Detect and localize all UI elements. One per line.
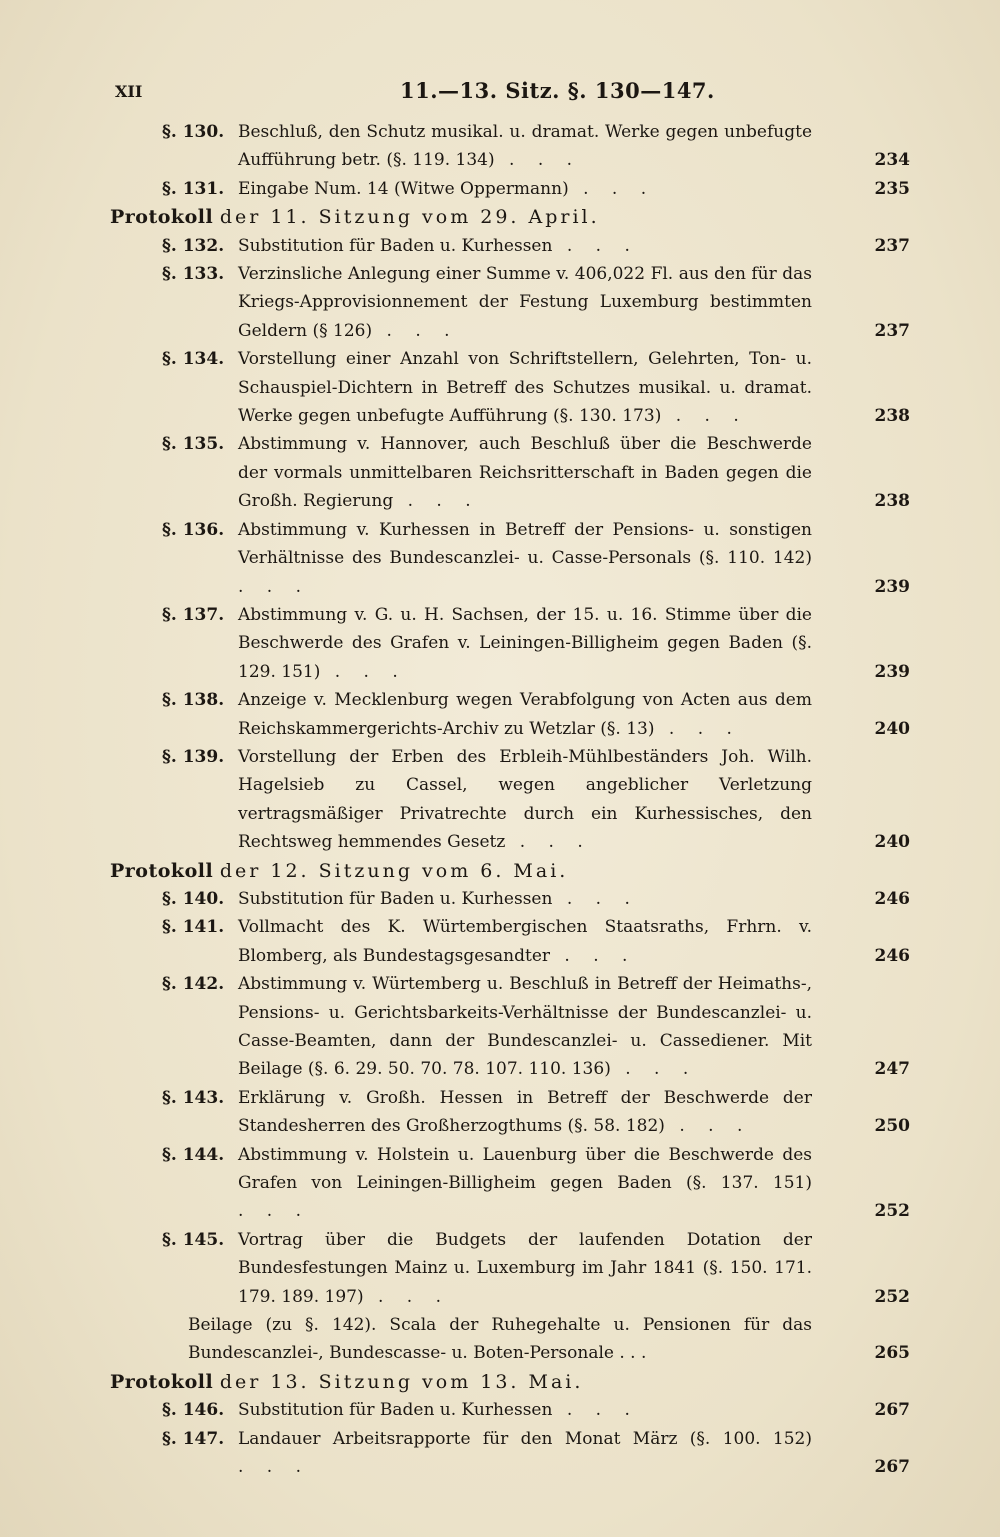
entry-title: Vollmacht des K. Würtembergischen Staatsraths, Frhrn. v. Blomberg, als Bundestagsgesandter xyxy=(238,917,812,966)
section-number: §. 139. xyxy=(162,746,225,767)
toc-entry xyxy=(110,1396,910,1424)
entry-text xyxy=(238,516,812,601)
entry-title: Vortrag über die Budgets der laufenden Dotation der Bundesfestungen Mainz u. Luxemburg im Jahr 1841 (§. 150. 171. 179. 189. 197) xyxy=(238,1229,812,1307)
entry-title: Vorstellung der Erben des Erbleih-Mühlbeständers Joh. Wilh. Hagelsieb zu Cassel, wegen angeblicher Verletzung vertragsmäßiger Privatrechte durch ein Kurhessisches, den Rechtsweg hemmendes Gesetz xyxy=(238,746,812,853)
section-number: §. 141. xyxy=(162,917,225,938)
entry-text xyxy=(238,1141,812,1226)
toc-entry xyxy=(110,1084,910,1141)
entry-text xyxy=(238,970,812,1084)
page-reference: 250 xyxy=(874,1116,910,1137)
entry-title: Abstimmung v. Würtemberg u. Beschluß in Betreff der Heimaths-, Pensions- u. Gerichtsbarkeits-Verhältnisse der Bundescanzlei- u. Casse-Beamten, dann der Bundescanzlei- u. Cassediener. Mit Beilage (§. 6. 29. 50. 70. 78. 107. 110. 136) xyxy=(238,974,812,1080)
leader-dots: . . . xyxy=(238,1457,311,1478)
toc-entry xyxy=(110,885,910,913)
entry-text xyxy=(238,885,812,913)
leader-dots: . . . xyxy=(238,576,311,597)
section-number: §. 143. xyxy=(162,1087,225,1108)
leader-dots: . . . xyxy=(552,888,639,909)
leader-dots: . . . xyxy=(550,945,637,966)
section-number: §. 138. xyxy=(162,690,225,711)
page-reference: 238 xyxy=(874,406,910,427)
page-reference: 265 xyxy=(874,1343,910,1364)
entry-title: Beschluß, den Schutz musikal. u. dramat. Werke gegen unbefugte Aufführung betr. (§. 119. 134) xyxy=(238,122,812,171)
leader-dots: . . . xyxy=(654,718,741,739)
page-reference: 252 xyxy=(874,1201,910,1222)
protocol-session: der 11. Sitzung vom 29. April. xyxy=(219,206,600,229)
entry-text xyxy=(238,686,812,743)
entry-text xyxy=(238,743,812,857)
entry-title: Vorstellung einer Anzahl von Schriftstellern, Gelehrten, Ton- u. Schauspiel-Dichtern in Betreff des Schutzes musikal. u. dramat. Werke gegen unbefugte Aufführung (§. 130. 173) xyxy=(238,349,812,427)
entry-text xyxy=(238,260,812,345)
leader-dots: . . . xyxy=(393,491,480,512)
toc-entry xyxy=(110,1226,910,1311)
page-reference: 246 xyxy=(874,888,910,909)
entry-text xyxy=(238,345,812,430)
section-number: §. 147. xyxy=(162,1428,225,1449)
entry-text xyxy=(238,601,812,686)
section-number: §. 144. xyxy=(162,1144,225,1165)
entry-title: Abstimmung v. Holstein u. Lauenburg über die Beschwerde des Grafen von Leiningen-Billigheim gegen Baden (§. 137. 151) xyxy=(238,1144,812,1194)
protocol-label: Protokoll xyxy=(110,1370,214,1393)
toc-entry xyxy=(110,516,910,601)
leader-dots: . . . xyxy=(238,1201,311,1222)
page-reference: 240 xyxy=(874,832,910,853)
leader-dots: . . . xyxy=(613,1343,647,1364)
entry-text xyxy=(238,1084,812,1141)
entry-title: Anzeige v. Mecklenburg wegen Verabfolgung von Acten aus dem Reichskammergerichts-Archiv zu Wetzlar (§. 13) xyxy=(238,690,812,739)
protocol-label: Protokoll xyxy=(110,859,214,882)
page-reference: 267 xyxy=(874,1457,910,1478)
leader-dots: . . . xyxy=(568,178,656,199)
leader-dots: . . . xyxy=(372,320,459,341)
page-reference: 235 xyxy=(874,178,910,199)
section-number: §. 137. xyxy=(162,604,225,625)
page-reference: 237 xyxy=(874,235,910,256)
leader-dots: . . . xyxy=(664,1116,752,1137)
entry-title: Abstimmung v. G. u. H. Sachsen, der 15. u. 16. Stimme über die Beschwerde des Grafen v. Leiningen-Billigheim gegen Baden (§. 129. 151) xyxy=(238,604,812,682)
appendix-title: Beilage (zu §. 142). Scala der Ruhegehalte u. Pensionen für das Bundescanzlei-, Bundescasse- u. Boten-Personale xyxy=(188,1315,812,1364)
page-header xyxy=(115,78,905,108)
section-number: §. 136. xyxy=(162,519,225,540)
page-reference: 238 xyxy=(874,491,910,512)
appendix-entry xyxy=(110,1311,910,1368)
entry-text xyxy=(238,1226,812,1311)
leader-dots: . . . xyxy=(552,1400,639,1421)
entry-text xyxy=(238,913,812,970)
section-number: §. 131. xyxy=(162,178,225,199)
toc-entry xyxy=(110,601,910,686)
page-reference: 239 xyxy=(874,661,910,682)
section-number: §. 146. xyxy=(162,1400,225,1421)
leader-dots: . . . xyxy=(494,150,582,171)
entry-text xyxy=(238,232,812,260)
protocol-session: der 12. Sitzung vom 6. Mai. xyxy=(219,859,569,882)
entry-title: Landauer Arbeitsrapporte für den Monat März (§. 100. 152) xyxy=(238,1428,812,1449)
toc-entry xyxy=(110,345,910,430)
section-number: §. 132. xyxy=(162,235,225,256)
section-number: §. 133. xyxy=(162,264,225,285)
entry-title: Erklärung v. Großh. Hessen in Betreff der Beschwerde der Standesherren des Großherzogthums (§. 58. 182) xyxy=(238,1087,812,1137)
section-number: §. 140. xyxy=(162,888,225,909)
leader-dots: . . . xyxy=(610,1059,698,1080)
entry-title: Eingabe Num. 14 (Witwe Oppermann) xyxy=(238,178,569,199)
page-reference: 267 xyxy=(874,1400,910,1421)
entry-title: Substitution für Baden u. Kurhessen xyxy=(238,1400,553,1421)
toc-entry xyxy=(110,1425,910,1482)
leader-dots: . . . xyxy=(320,661,407,682)
page-reference: 237 xyxy=(874,320,910,341)
page-reference: 239 xyxy=(874,576,910,597)
toc-entry xyxy=(110,913,910,970)
entry-text xyxy=(238,1396,812,1424)
entry-text xyxy=(238,175,812,203)
section-number: §. 134. xyxy=(162,349,225,370)
section-number: §. 145. xyxy=(162,1229,225,1250)
page-reference: 247 xyxy=(874,1059,910,1080)
protocol-heading xyxy=(110,1368,910,1396)
leader-dots: . . . xyxy=(552,235,639,256)
page-reference: 240 xyxy=(874,718,910,739)
running-title: 11.—13. Sitz. §. 130—147. xyxy=(400,78,715,103)
toc-entry xyxy=(110,175,910,203)
leader-dots: . . . xyxy=(505,832,592,853)
entry-title: Verzinsliche Anlegung einer Summe v. 406,022 Fl. aus den für das Kriegs-Approvisionnement der Festung Luxemburg bestimmten Geldern (§ 126) xyxy=(238,264,812,341)
toc-entry xyxy=(110,260,910,345)
page-reference: 234 xyxy=(874,150,910,171)
leader-dots: . . . xyxy=(661,406,748,427)
toc-entry xyxy=(110,970,910,1084)
entry-title: Abstimmung v. Hannover, auch Beschluß über die Beschwerde der vormals unmittelbaren Reichsritterschaft in Baden gegen die Großh. Regierung xyxy=(238,434,812,512)
toc-entry xyxy=(110,232,910,260)
table-of-contents xyxy=(110,118,910,1482)
toc-entry xyxy=(110,118,910,175)
protocol-heading xyxy=(110,857,910,885)
section-number: §. 135. xyxy=(162,434,225,455)
protocol-session: der 13. Sitzung vom 13. Mai. xyxy=(219,1370,584,1393)
entry-title: Abstimmung v. Kurhessen in Betreff der Pensions- u. sonstigen Verhältnisse des Bundescanzlei- u. Casse-Personals (§. 110. 142) xyxy=(238,519,812,569)
leader-dots: . . . xyxy=(363,1286,451,1307)
protocol-label: Protokoll xyxy=(110,206,214,229)
entry-title: Substitution für Baden u. Kurhessen xyxy=(238,888,553,909)
entry-text xyxy=(238,1425,812,1482)
protocol-heading xyxy=(110,203,910,231)
section-number: §. 130. xyxy=(162,122,225,142)
page-reference: 252 xyxy=(874,1286,910,1307)
entry-title: Substitution für Baden u. Kurhessen xyxy=(238,235,553,256)
toc-entry xyxy=(110,743,910,857)
section-number: §. 142. xyxy=(162,974,225,995)
page-number: XII xyxy=(115,82,143,101)
toc-entry xyxy=(110,430,910,515)
entry-text xyxy=(238,118,812,175)
toc-entry xyxy=(110,686,910,743)
entry-text xyxy=(238,430,812,515)
toc-entry xyxy=(110,1141,910,1226)
appendix-text xyxy=(188,1311,812,1368)
page-reference: 246 xyxy=(874,945,910,966)
